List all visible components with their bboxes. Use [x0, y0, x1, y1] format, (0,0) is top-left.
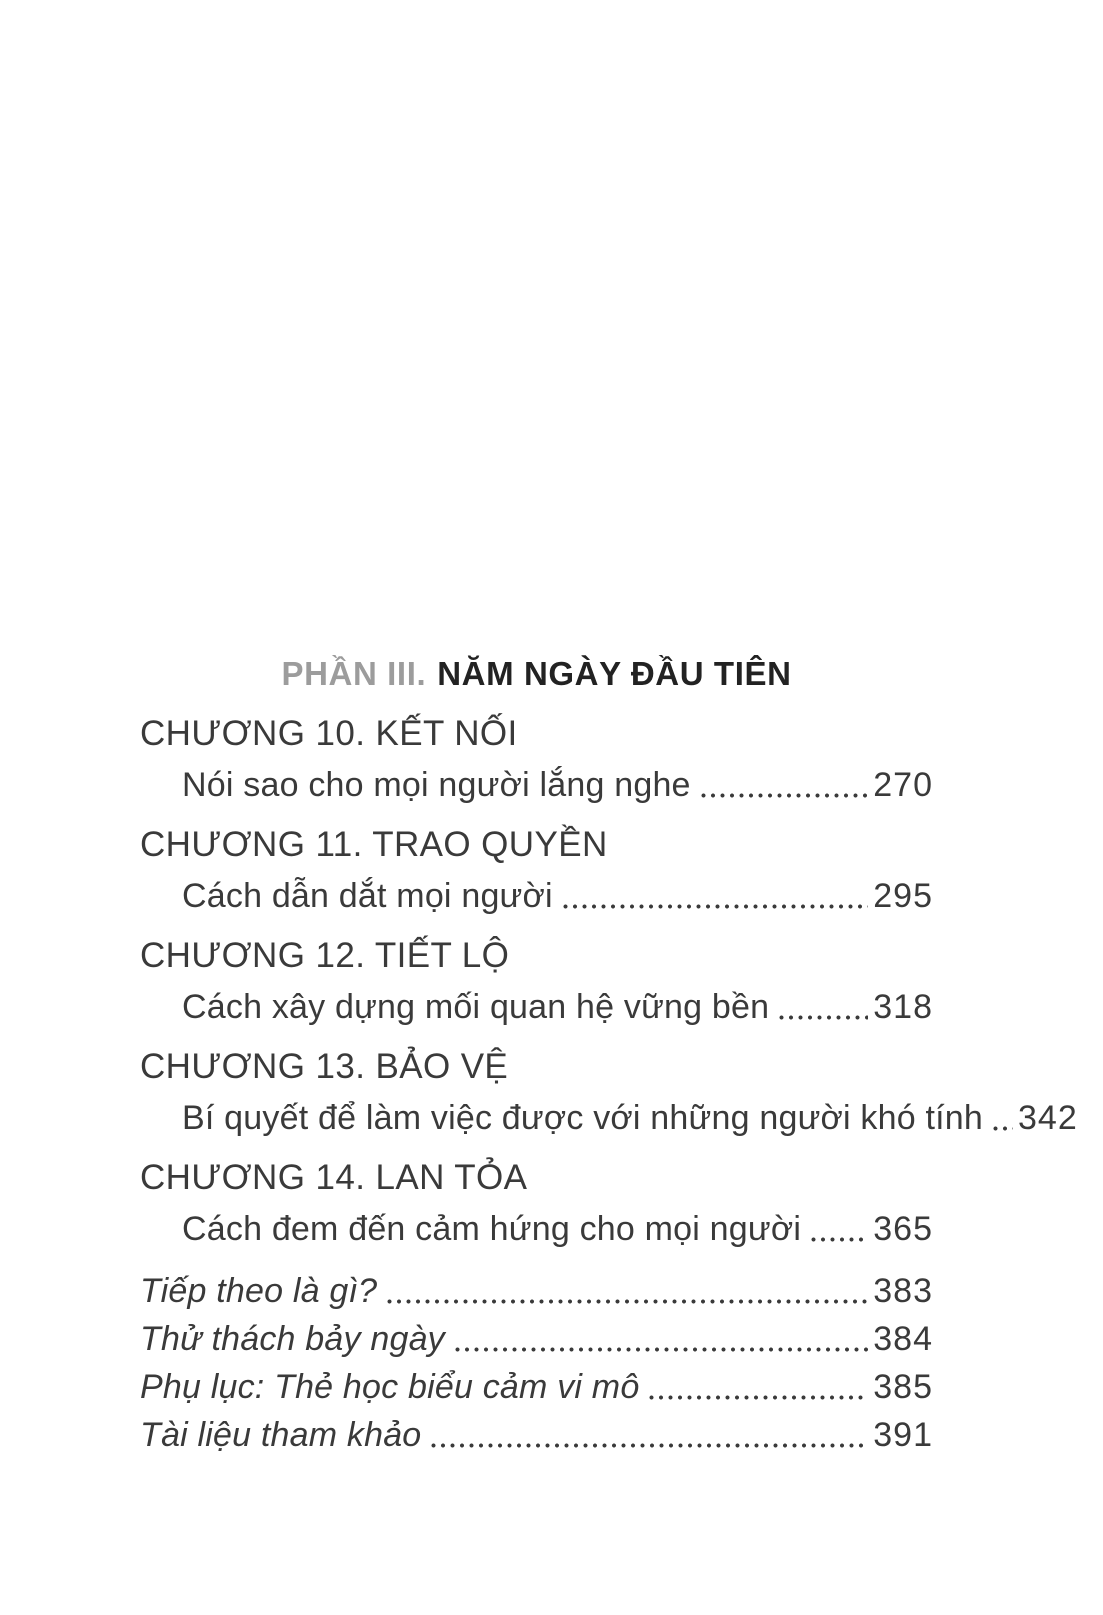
- chapter-entry: [140, 824, 933, 917]
- chapter-subtitle-row: [140, 986, 933, 1028]
- back-matter-row: [140, 1318, 933, 1360]
- chapter-heading: CHƯƠNG 10. KẾT NỐI: [140, 714, 518, 753]
- back-matter-title: Tài liệu tham khảo: [140, 1416, 422, 1454]
- dot-leader: [455, 1347, 868, 1352]
- back-matter-row: [140, 1270, 933, 1312]
- dot-leader: [563, 904, 869, 909]
- back-matter-row: [140, 1366, 933, 1408]
- page-number: 295: [873, 877, 933, 915]
- part-header: [140, 653, 933, 695]
- page-number: 385: [873, 1368, 933, 1406]
- back-matter-section: [140, 1270, 933, 1456]
- chapter-subtitle-row: [140, 875, 933, 917]
- chapter-entry: [140, 1157, 933, 1250]
- page-number: 384: [873, 1320, 933, 1358]
- dot-leader: [701, 793, 869, 798]
- chapter-subtitle-row: [140, 1208, 933, 1250]
- chapter-subtitle-row: [140, 1097, 1078, 1139]
- chapter-subtitle: Cách đem đến cảm hứng cho mọi người: [182, 1210, 802, 1248]
- page-number: 365: [873, 1210, 933, 1248]
- page-number: 270: [873, 766, 933, 804]
- chapter-subtitle: Cách xây dựng mối quan hệ vững bền: [182, 988, 770, 1026]
- back-matter-title: Phụ lục: Thẻ học biểu cảm vi mô: [140, 1368, 640, 1406]
- part-number-label: PHẦN III.: [281, 655, 427, 692]
- dot-leader: [779, 1015, 868, 1020]
- chapter-entry: [140, 935, 933, 1028]
- chapter-heading: CHƯƠNG 14. LAN TỎA: [140, 1158, 528, 1197]
- dot-leader: [387, 1299, 868, 1304]
- chapter-entry: [140, 713, 933, 806]
- chapter-heading: CHƯƠNG 13. BẢO VỆ: [140, 1047, 509, 1086]
- chapter-subtitle: Bí quyết để làm việc được với những người khó tính: [182, 1099, 983, 1137]
- chapter-list: [140, 713, 1078, 1250]
- back-matter-title: Thử thách bảy ngày: [140, 1320, 445, 1358]
- page-number: 391: [873, 1416, 933, 1454]
- chapter-entry: [140, 1046, 1078, 1139]
- chapter-heading: CHƯƠNG 12. TIẾT LỘ: [140, 936, 510, 975]
- back-matter-title: Tiếp theo là gì?: [140, 1272, 378, 1310]
- page-number: 318: [873, 988, 933, 1026]
- dot-leader: [431, 1443, 868, 1448]
- part-title: NĂM NGÀY ĐẦU TIÊN: [437, 655, 792, 692]
- chapter-heading: CHƯƠNG 11. TRAO QUYỀN: [140, 825, 608, 864]
- page-number: 383: [873, 1272, 933, 1310]
- dot-leader: [649, 1395, 868, 1400]
- chapter-subtitle-row: [140, 764, 933, 806]
- page-number: 342: [1018, 1099, 1078, 1137]
- chapter-subtitle: Nói sao cho mọi người lắng nghe: [182, 766, 691, 804]
- dot-leader: [811, 1237, 868, 1242]
- dot-leader: [993, 1126, 1013, 1131]
- chapter-subtitle: Cách dẫn dắt mọi người: [182, 877, 553, 915]
- back-matter-row: [140, 1414, 933, 1456]
